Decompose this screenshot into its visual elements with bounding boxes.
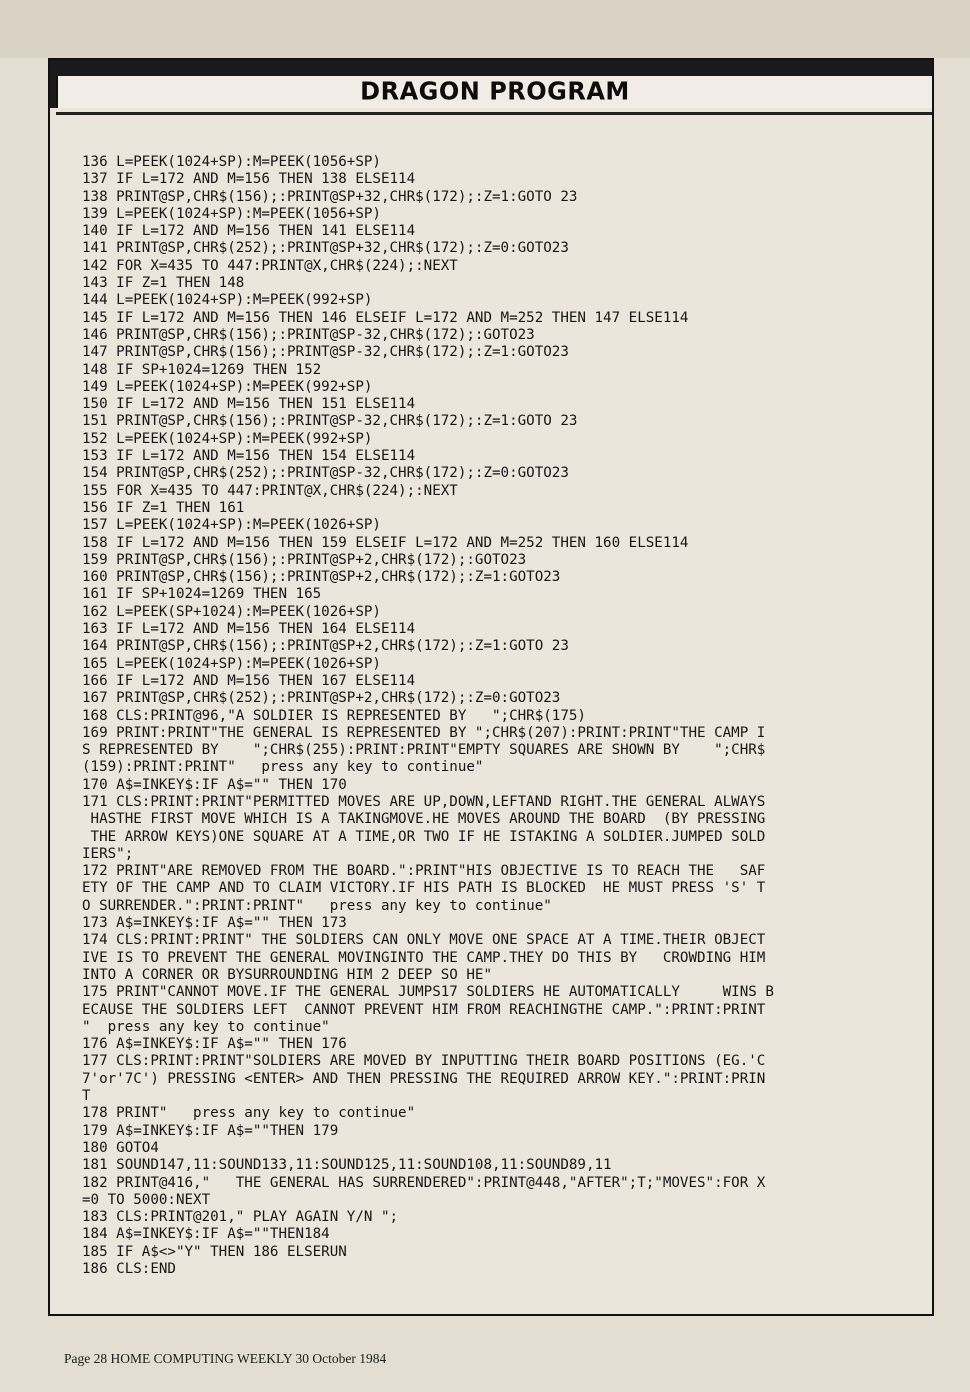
code-line: 184 A$=INKEY$:IF A$=""THEN184	[82, 1226, 330, 1243]
code-line: 164 PRINT@SP,CHR$(156);:PRINT@SP+2,CHR$(172);:Z=1:GOTO 23	[82, 638, 569, 655]
code-line: 148 IF SP+1024=1269 THEN 152	[82, 361, 322, 378]
code-line: ECAUSE THE SOLDIERS LEFT CANNOT PREVENT HIM FROM REACHINGTHE CAMP.":PRINT:PRINT	[82, 1001, 766, 1018]
code-line: 162 L=PEEK(SP+1024):M=PEEK(1026+SP)	[82, 603, 381, 620]
code-line: 152 L=PEEK(1024+SP):M=PEEK(992+SP)	[82, 430, 373, 447]
code-line: 137 IF L=172 AND M=156 THEN 138 ELSE114	[82, 171, 416, 188]
code-line: O SURRENDER.":PRINT:PRINT" press any key to continue"	[82, 897, 552, 914]
code-line: 165 L=PEEK(1024+SP):M=PEEK(1026+SP)	[82, 655, 381, 672]
code-line: IERS";	[82, 845, 134, 862]
code-line: 155 FOR X=435 TO 447:PRINT@X,CHR$(224);:NEXT	[82, 482, 458, 499]
code-line: 185 IF A$<>"Y" THEN 186 ELSERUN	[82, 1243, 347, 1260]
code-line: 153 IF L=172 AND M=156 THEN 154 ELSE114	[82, 448, 416, 465]
code-line: " press any key to continue"	[82, 1018, 330, 1035]
code-line: 147 PRINT@SP,CHR$(156);:PRINT@SP-32,CHR$(172);:Z=1:GOTO23	[82, 344, 569, 361]
code-line: 181 SOUND147,11:SOUND133,11:SOUND125,11:SOUND108,11:SOUND89,11	[82, 1157, 612, 1174]
code-line: 150 IF L=172 AND M=156 THEN 151 ELSE114	[82, 396, 416, 413]
code-line: 142 FOR X=435 TO 447:PRINT@X,CHR$(224);:NEXT	[82, 257, 458, 274]
code-line: 179 A$=INKEY$:IF A$=""THEN 179	[82, 1122, 339, 1139]
code-line: 154 PRINT@SP,CHR$(252);:PRINT@SP-32,CHR$(172);:Z=0:GOTO23	[82, 465, 569, 482]
page-top-margin	[0, 0, 970, 58]
code-line: 141 PRINT@SP,CHR$(252);:PRINT@SP+32,CHR$(172);:Z=0:GOTO23	[82, 240, 569, 257]
code-line: 7'or'7C') PRESSING <ENTER> AND THEN PRESSING THE REQUIRED ARROW KEY.":PRINT:PRIN	[82, 1070, 766, 1087]
code-line: 186 CLS:END	[82, 1261, 176, 1277]
code-line: 146 PRINT@SP,CHR$(156);:PRINT@SP-32,CHR$(172);:GOTO23	[82, 326, 535, 343]
code-line: 143 IF Z=1 THEN 148	[82, 275, 245, 292]
code-line: (159):PRINT:PRINT" press any key to continue"	[82, 759, 484, 776]
page-title: DRAGON PROGRAM	[360, 76, 630, 106]
code-line: 157 L=PEEK(1024+SP):M=PEEK(1026+SP)	[82, 517, 381, 534]
program-listing	[82, 154, 924, 1278]
code-line: 160 PRINT@SP,CHR$(156);:PRINT@SP+2,CHR$(172);:Z=1:GOTO23	[82, 569, 561, 586]
code-line: 166 IF L=172 AND M=156 THEN 167 ELSE114	[82, 672, 416, 689]
code-line: 169 PRINT:PRINT"THE GENERAL IS REPRESENTED BY ";CHR$(207):PRINT:PRINT"THE CAMP I	[82, 724, 766, 741]
code-line: 180 GOTO4	[82, 1139, 159, 1156]
listing-frame	[48, 58, 934, 1316]
code-line: 167 PRINT@SP,CHR$(252);:PRINT@SP+2,CHR$(172);:Z=0:GOTO23	[82, 690, 561, 707]
code-line: 176 A$=INKEY$:IF A$="" THEN 176	[82, 1036, 347, 1053]
code-line: HASTHE FIRST MOVE WHICH IS A TAKINGMOVE.HE MOVES AROUND THE BOARD (BY PRESSING	[82, 811, 766, 828]
code-line: 140 IF L=172 AND M=156 THEN 141 ELSE114	[82, 223, 416, 240]
title-banner	[50, 60, 932, 108]
code-line: 139 L=PEEK(1024+SP):M=PEEK(1056+SP)	[82, 205, 381, 222]
code-line: 161 IF SP+1024=1269 THEN 165	[82, 586, 322, 603]
code-line: 163 IF L=172 AND M=156 THEN 164 ELSE114	[82, 621, 416, 638]
code-line: IVE IS TO PREVENT THE GENERAL MOVINGINTO THE CAMP.THEY DO THIS BY CROWDING HIM	[82, 949, 766, 966]
code-line: T	[82, 1088, 91, 1105]
code-line: ETY OF THE CAMP AND TO CLAIM VICTORY.IF HIS PATH IS BLOCKED HE MUST PRESS 'S' T	[82, 880, 766, 897]
code-line: 171 CLS:PRINT:PRINT"PERMITTED MOVES ARE UP,DOWN,LEFTAND RIGHT.THE GENERAL ALWAYS	[82, 793, 766, 810]
code-line: 174 CLS:PRINT:PRINT" THE SOLDIERS CAN ONLY MOVE ONE SPACE AT A TIME.THEIR OBJECT	[82, 932, 766, 949]
code-line: 173 A$=INKEY$:IF A$="" THEN 173	[82, 915, 347, 932]
code-line: 183 CLS:PRINT@201," PLAY AGAIN Y/N ";	[82, 1209, 399, 1226]
title-divider	[56, 112, 932, 115]
code-line: 151 PRINT@SP,CHR$(156);:PRINT@SP-32,CHR$(172);:Z=1:GOTO 23	[82, 413, 578, 430]
page-footer: Page 28 HOME COMPUTING WEEKLY 30 October 1984	[64, 1351, 387, 1366]
code-line: 159 PRINT@SP,CHR$(156);:PRINT@SP+2,CHR$(172);:GOTO23	[82, 551, 527, 568]
code-line: 156 IF Z=1 THEN 161	[82, 499, 245, 516]
code-line: 136 L=PEEK(1024+SP):M=PEEK(1056+SP)	[82, 154, 381, 170]
code-line: 145 IF L=172 AND M=156 THEN 146 ELSEIF L=172 AND M=252 THEN 147 ELSE114	[82, 309, 689, 326]
code-line: 149 L=PEEK(1024+SP):M=PEEK(992+SP)	[82, 378, 373, 395]
code-line: 144 L=PEEK(1024+SP):M=PEEK(992+SP)	[82, 292, 373, 309]
code-line: 168 CLS:PRINT@96,"A SOLDIER IS REPRESENTED BY ";CHR$(175)	[82, 707, 586, 724]
code-line: 182 PRINT@416," THE GENERAL HAS SURRENDERED":PRINT@448,"AFTER";T;"MOVES":FOR X	[82, 1174, 766, 1191]
code-line: THE ARROW KEYS)ONE SQUARE AT A TIME,OR TWO IF HE ISTAKING A SOLDIER.JUMPED SOLD	[82, 828, 766, 845]
code-line: 138 PRINT@SP,CHR$(156);:PRINT@SP+32,CHR$(172);:Z=1:GOTO 23	[82, 188, 578, 205]
code-line: INTO A CORNER OR BYSURROUNDING HIM 2 DEEP SO HE"	[82, 966, 492, 983]
code-line: 175 PRINT"CANNOT MOVE.IF THE GENERAL JUMPS17 SOLDIERS HE AUTOMATICALLY WINS B	[82, 984, 774, 1001]
code-line: S REPRESENTED BY ";CHR$(255):PRINT:PRINT"EMPTY SQUARES ARE SHOWN BY ";CHR$	[82, 742, 766, 759]
code-line: =0 TO 5000:NEXT	[82, 1191, 211, 1208]
code-line: 172 PRINT"ARE REMOVED FROM THE BOARD.":PRINT"HIS OBJECTIVE IS TO REACH THE SAF	[82, 863, 766, 880]
code-line: 177 CLS:PRINT:PRINT"SOLDIERS ARE MOVED BY INPUTTING THEIR BOARD POSITIONS (EG.'C	[82, 1053, 766, 1070]
code-line: 158 IF L=172 AND M=156 THEN 159 ELSEIF L=172 AND M=252 THEN 160 ELSE114	[82, 534, 689, 551]
code-line: 178 PRINT" press any key to continue"	[82, 1105, 416, 1122]
code-line: 170 A$=INKEY$:IF A$="" THEN 170	[82, 776, 347, 793]
title-banner-panel	[56, 76, 932, 108]
